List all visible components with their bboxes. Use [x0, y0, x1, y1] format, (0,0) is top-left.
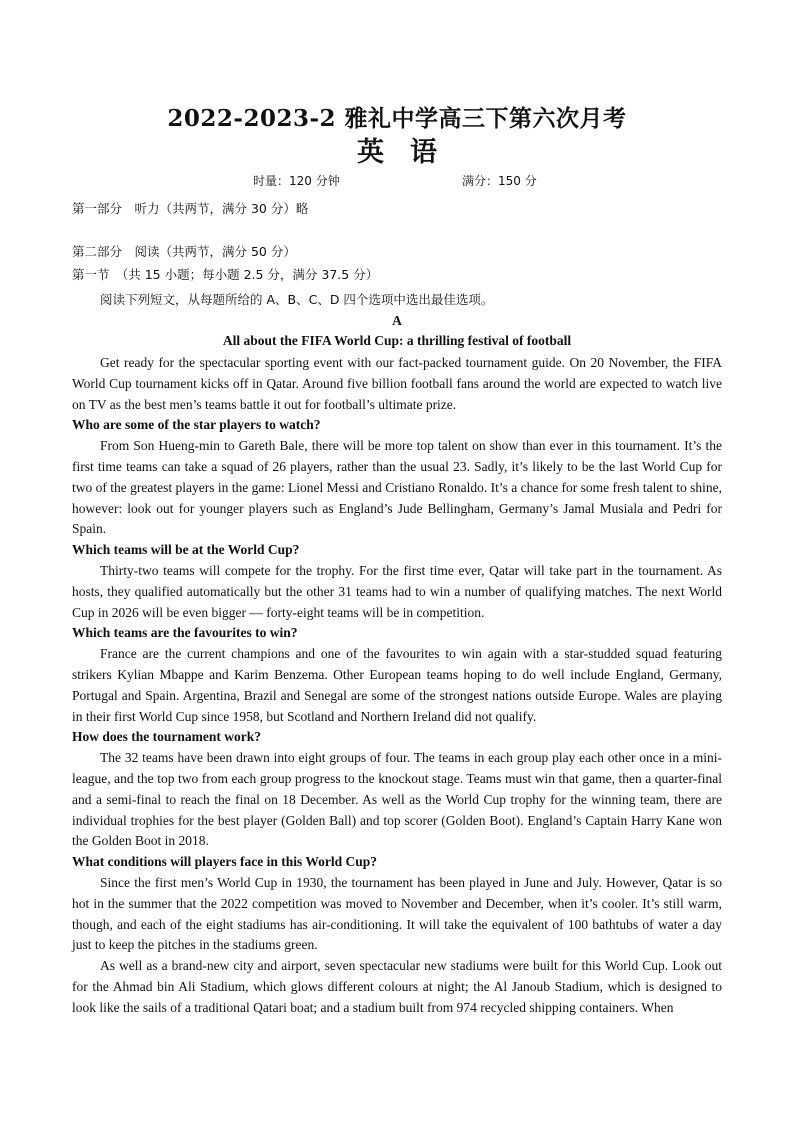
exam-title: 2022-2023-2 雅礼中学高三下第六次月考: [167, 105, 627, 132]
passage-body: [72, 353, 722, 1019]
paragraph-stadiums: As well as a brand-new city and airport, seven spectacular new stadiums were built for this World Cup. Look out for the Ahmad bin Ali Stadium, which glows different colours at night; the Al Janoub Stadium, which is designed to look like the sails of a traditional Qatari boat; and a stadium built from 974 recycled shipping containers. When: [72, 958, 722, 1015]
subheading-conditions: What conditions will players face in this World Cup?: [72, 854, 378, 870]
subheading-star-players: Who are some of the star players to watch?: [72, 417, 321, 433]
part-two-heading: 第二部分 阅读（共两节，满分 50 分）: [72, 244, 296, 259]
passage-title: All about the FIFA World Cup: a thrilling festival of football: [222, 333, 572, 348]
subheading-teams: Which teams will be at the World Cup?: [72, 542, 300, 558]
part-one-heading: 第一部分 听力（共两节，满分 30 分）略: [72, 201, 309, 216]
passage-letter: A: [392, 313, 402, 328]
section-one-heading: 第一节 （共 15 小题；每小题 2.5 分，满分 37.5 分）: [72, 267, 379, 282]
paragraph-star-players: From Son Hueng-min to Gareth Bale, there will be more top talent on show than ever in this tournament. It’s the first time teams can take a squad of 26 players, rather than the usual 23. Sadly, it’s likely to be the last World Cup for two of the greatest players in the game: Lionel Messi and Cristiano Ronaldo. It’s a chance for some fresh talent to shine, however: look out for younger players such as England’s Jude Bellingham, Germany’s Jamal Musiala and Pedri for Spain.: [72, 438, 722, 537]
paragraph-conditions: Since the first men’s World Cup in 1930, the tournament has been played in June and July. However, Qatar is so hot in the summer that the 2022 competition was moved to November and December, when it’s cooler. It’s still warm, though, and each of the eight stadiums has air-conditioning. It will take the equivalent of 100 bathtubs of water a day just to keep the pitches in the stadiums green.: [72, 874, 722, 953]
subheading-favourites: Which teams are the favourites to win?: [72, 625, 298, 641]
paragraph-teams: Thirty-two teams will compete for the trophy. For the first time ever, Qatar will take part in the tournament. As hosts, they qualified automatically but the other 31 teams had to win a number of qualifying matches. The next World Cup in 2026 will be even bigger — forty-eight teams will be in competition.: [72, 562, 722, 620]
reading-instruction: 阅读下列短文，从每题所给的 A、B、C、D 四个选项中选出最佳选项。: [100, 292, 494, 307]
paragraph-intro: Get ready for the spectacular sporting event with our fact-packed tournament guide. On 20 November, the FIFA World Cup tournament kicks off in Qatar. Around five billion football fans around the world are expected to watch live on TV as the best men’s teams battle it out for football’s ultimate prize.: [72, 355, 722, 412]
subheading-tournament-work: How does the tournament work?: [72, 729, 261, 745]
paragraph-favourites: France are the current champions and one of the favourites to win again with a star-studded squad featuring strikers Kylian Mbappe and Karim Benzema. Other European teams hoping to do well include England, Germany, Portugal and Spain. Argentina, Brazil and Senegal are some of the strongest nations outside Europe. Wales are playing in their first World Cup since 1958, but Scotland and Northern Ireland did not qualify.: [72, 646, 722, 724]
full-score: 满分：150 分: [462, 174, 537, 188]
subject-title: 英语: [357, 137, 463, 168]
paragraph-tournament-work: The 32 teams have been drawn into eight groups of four. The teams in each group play each other once in a mini-league, and the top two from each group progress to the knockout stage. Teams must win that game, then a quarter-final and a semi-final to reach the final on 18 December. As well as the World Cup trophy for the winning team, there are individual trophies for the best player (Golden Ball) and top scorer (Golden Boot). England’s Captain Harry Kane won the Golden Boot in 2018.: [72, 750, 722, 849]
time-limit: 时量：120 分钟: [253, 174, 340, 188]
